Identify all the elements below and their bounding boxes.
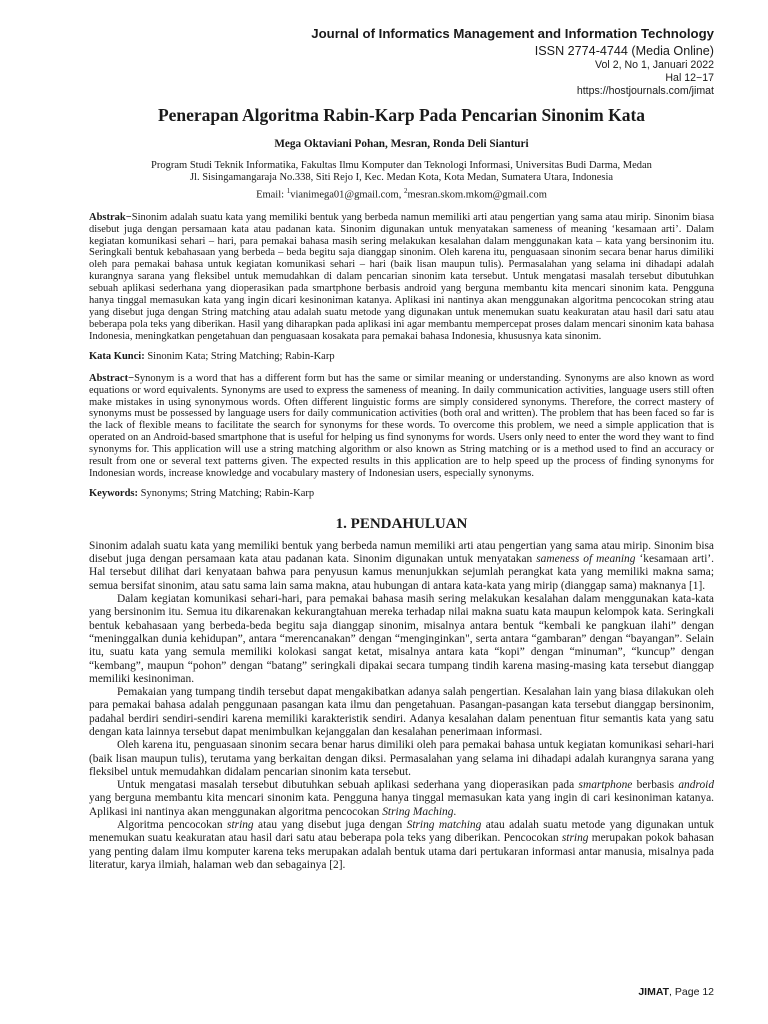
- paragraph-5-text-d: .: [453, 805, 457, 818]
- keywords-en-label: Keywords:: [89, 487, 138, 499]
- affiliation: [89, 160, 714, 202]
- footer-page: , Page 12: [669, 986, 714, 998]
- abstract-en-text: Synonym is a word that has a different form but has the same or similar meaning or understanding. Synonyms are also known as word equations or word equivalents. Synonyms are used to express the sameness of meaning. In daily communication activities, language users still often make mistakes in using synonymous words. Often different linguistic forms are simply considered synonyms. Therefore, the correct mastery of synonyms must be possessed by language users for daily communication activities (both oral and written). The problem that has been faced so far is the lack of flexible means to facilitate the search for synonyms for these words. To overcome this problem, we need a simple application that is operated on an Android-based smartphone that is useful for helping us find synonyms for words. Users only need to enter the word they want to find synonyms for. This application will use a string matching algorithm or also known as String matching or is a method used to find an accuracy or result from one or several text patterns given. The expected results in this application are to help speed up the process of finding synonyms for Indonesian words, increase knowledge and vocabulary mastery of Indonesian users, especially synonyms.: [89, 372, 714, 479]
- paragraph-5-emphasis-2: android: [678, 779, 715, 792]
- email-label: Email:: [256, 189, 287, 201]
- page-range: Hal 12−17: [665, 72, 714, 84]
- page-footer: [638, 986, 714, 998]
- paragraph-5-text-a: Untuk mengatasi masalah tersebut dibutuhkan sebuah aplikasi sederhana yang dioperasikan pada: [117, 779, 579, 792]
- journal-url[interactable]: https://hostjournals.com/jimat: [576, 85, 714, 97]
- paragraph-6-text-d: merupakan pokok bahasan yang penting dalam ilmu komputer karena teks merupakan adalah bentuk utama dari pertukaran informasi antar manusia, misalnya pada literatur, karya ilmiah, halaman web dan sebagainya [2].: [89, 832, 715, 871]
- paragraph-2: Dalam kegiatan komunikasi sehari-hari, para pemakai bahasa masih sering melakukan kesalahan dalam menggunakan kata-kata yang bersinonim itu. Semua itu dikarenakan kekurangtahuan mereka terhadap nilai makna suatu kata maupun kelompok kata. Seringkali bentuk kebahasaan yang berbeda-beda begitu saja dianggap sinonim, misalnya antara bentuk “kembali ke pangkuan ilahi” dengan “meninggalkan dunia kehidupan”, antara “merencanakan” dengan “menginginkan", serta antara “gambaran” dengan “bayangan”. Selain itu, suatu kata yang semula memiliki kolokasi sangat ketat, misalnya antara kata “kopi” dengan “minuman”, “kuncup” dengan “kembang”, maupun “pohon” dengan “batang” seringkali dipakai secara tumpang tindih karena masing-masing kata tersebut dianggap memiliki kesinoniman.: [89, 593, 714, 685]
- paragraph-1: [89, 540, 714, 593]
- paragraph-5-text-c: yang berguna membantu kita mencari sinonim kata. Pengguna hanya tinggal memasukan kata yang ingin di cari kesinoniman katanya. Aplikasi ini nantinya akan menggunakan algoritma pencocokan: [89, 792, 714, 818]
- paper-content: [89, 104, 714, 872]
- keywords-english: [89, 488, 714, 500]
- paragraph-6-text-c: atau adalah suatu metode yang digunakan untuk menemukan suatu keakuratan atau hasil dari satu atau beberapa pola teks yang diberikan. Pencocokan: [89, 819, 714, 845]
- email-2[interactable]: mesran.skom.mkom@gmail.com: [407, 189, 547, 201]
- footer-journal: JIMAT: [638, 986, 670, 998]
- abstract-id-text: Sinonim adalah suatu kata yang memiliki bentuk yang berbeda namun memiliki arti atau pengertian yang sama atau mirip. Sinonim biasa disebut juga dengan persamaan kata atau padanan kata. Sinonim digunakan untuk menyatakan sameness of meaning ‘kesamaan arti’. Dalam kegiatan komunikasi sehari – hari, para pemakai bahasa masih sering melakukan kesalahan dalam menggunakan kata – kata yang bersinonim itu. Seringkali bentuk kebahasaan yang berbeda – beda begitu saja dianggap sinonim. Oleh karena itu, penguasaan sinonim secara benar harus dimiliki oleh para pemakai bahasa untuk kegiatan komunikasi sehari – hari (baik lisan maupun tulis). Permasalahan yang selama ini dihadapi adalah kurangnya sarana yang fleksibel untuk memudahkan di dalam pencarian sinonim kata tersebut. Untuk mengatasi masalah tersebut dibutuhkan sebuah aplikasi sederhana yang dioperasikan pada smartphone berbasis android yang berguna membantu kita mencari sinonim kata. Pengguna hanya tinggal memasukan kata yang ingin dicari kesinoniman katanya. Aplikasi ini nantinya akan menggunakan algoritma pencocokan string atau yang disebut juga dengan String matching atau adalah suatu metode yang digunakan untuk menemukan suatu keakuratan atau hasil dari satu atau beberapa pola teks yang diberikan. Hasil yang diharapkan pada aplikasi ini agar membantu mempercepat proses dalam mencari sinonim kata bahasa Indonesia, meningkatkan pengetahuan dan penguasaan kosakata para pemakai bahasa Indonesia, khususnya kata sinonim.: [89, 211, 714, 342]
- abstract-english: [89, 373, 714, 480]
- keywords-en-text: Synonyms; String Matching; Rabin-Karp: [138, 487, 315, 499]
- abstract-en-label: Abstract−: [89, 372, 135, 384]
- keywords-id-text: Sinonim Kata; String Matching; Rabin-Karp: [144, 350, 335, 362]
- section-body: [89, 540, 714, 872]
- paragraph-1-text-a: Sinonim adalah suatu kata yang memiliki bentuk yang berbeda namun memiliki arti atau pengertian yang sama atau mirip. Sinonim bisa disebut juga dengan persamaan kata atau padanan kata. Sinonim digunakan untuk menyatakan: [89, 539, 714, 566]
- abstract-id-label: Abstrak−: [89, 211, 132, 223]
- paragraph-1-text-b: ‘kesamaan arti’. Hal tersebut dilihat dari kenyataan bahwa para penyusun kamus menunjukkan sejumlah perangkat kata yang memiliki makna sama; semua bersifat sinonim, atau satu sama lain sama makna, atau hubungan di antara kata-kata yang mirip (dianggap sama) maknanya [1].: [89, 553, 715, 592]
- paragraph-6-text-a: Algoritma pencocokan: [117, 819, 228, 832]
- paragraph-6: [89, 819, 714, 872]
- email2-marker: 2: [403, 186, 408, 195]
- keywords-id-label: Kata Kunci:: [89, 350, 145, 362]
- paragraph-6-emphasis-3: string: [561, 832, 589, 845]
- email-line: [89, 185, 714, 202]
- issn: ISSN 2774-4744 (Media Online): [534, 44, 714, 58]
- email-1[interactable]: vianimega01@gmail.com,: [290, 189, 404, 201]
- authors: Mega Oktaviani Pohan, Mesran, Ronda Deli Sianturi: [274, 138, 529, 150]
- abstract-indonesian: [89, 212, 714, 343]
- paragraph-5-emphasis-1: smartphone: [578, 779, 633, 792]
- volume-info: Vol 2, No 1, Januari 2022: [595, 59, 714, 71]
- paragraph-6-emphasis-1: string: [227, 819, 254, 832]
- keywords-indonesian: [89, 351, 714, 363]
- paragraph-6-text-b: atau yang disebut juga dengan: [253, 819, 407, 832]
- journal-name: Journal of Informatics Management and Information Technology: [311, 26, 714, 41]
- email1-marker: 1: [286, 186, 291, 195]
- paragraph-6-emphasis-2: String matching: [406, 819, 482, 832]
- section-heading: 1. PENDAHULUAN: [335, 515, 468, 532]
- journal-header: [311, 26, 714, 98]
- paragraph-5-emphasis-3: String Maching: [382, 805, 454, 818]
- paper-title: Penerapan Algoritma Rabin-Karp Pada Pencarian Sinonim Kata: [157, 105, 646, 125]
- paragraph-1-emphasis: sameness of meaning: [536, 553, 636, 566]
- paragraph-4: Oleh karena itu, penguasaan sinonim secara benar harus dimiliki oleh para pemakai bahasa untuk kegiatan komunikasi sehari-hari (baik lisan maupun tulis), terutama yang berkaitan dengan diksi. Permasalahan yang selama ini dihadapi adalah kurangnya sarana yang fleksibel untuk memudahkan didalam pencarian sinonim kata tersebut.: [89, 739, 714, 778]
- paragraph-5-text-b: berbasis: [632, 779, 679, 792]
- affiliation-line-2: Jl. Sisingamangaraja No.338, Siti Rejo I, Kec. Medan Kota, Kota Medan, Sumatera Utara, Indonesia: [189, 172, 614, 184]
- paragraph-5: [89, 779, 714, 819]
- paragraph-3: Pemakaian yang tumpang tindih tersebut dapat mengakibatkan adanya salah pengertian. Kesalahan lain yang biasa dilakukan oleh para pemakai bahasa adalah penggunaan pasangan kata ilmu dan pengetahuan. Pasangan-pasangan kata tersebut dianggap bersinonim, padahal berdiri sendiri-sendiri karena memiliki karakteristik sendiri. Adanya kesalahan dalam penentuan fitur semantis kata yang satu dengan kata lainnya tersebut dapat menimbulkan kejanggalan dan kesalahan penerimaan informasi.: [89, 686, 714, 738]
- affiliation-line-1: Program Studi Teknik Informatika, Fakultas Ilmu Komputer dan Teknologi Informasi, Universitas Budi Darma, Medan: [151, 160, 652, 171]
